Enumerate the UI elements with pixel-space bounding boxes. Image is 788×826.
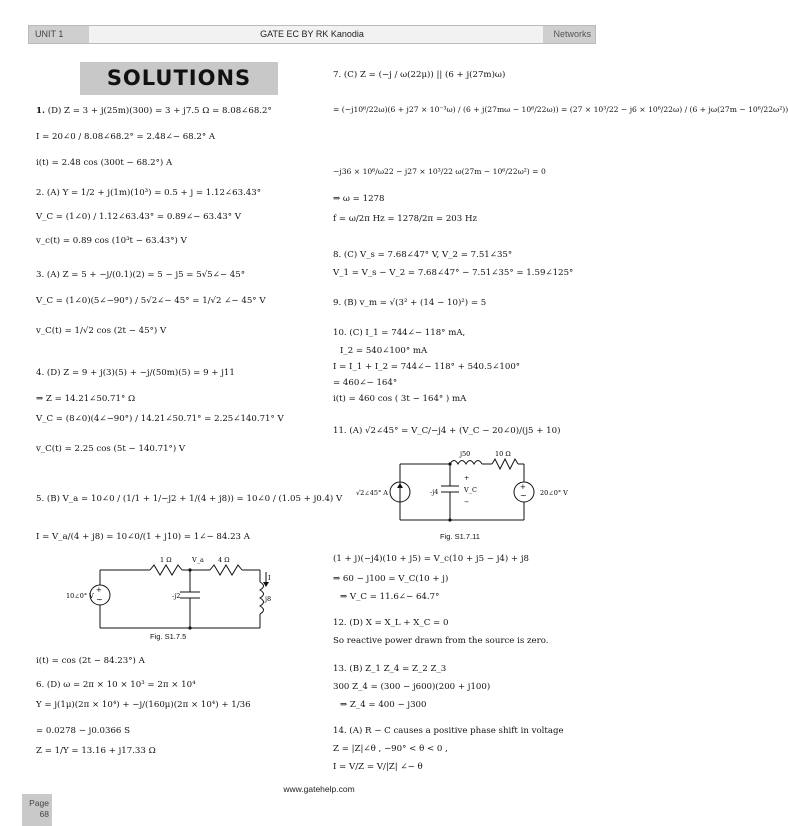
- fig1-label-r1: 1 Ω: [160, 556, 172, 564]
- right-line-6: 8. (C) V_s = 7.68∠47° V, V_2 = 7.51∠35°: [333, 250, 513, 260]
- fig2-label-vc: V_C: [464, 486, 477, 494]
- left-line-5: V_C = (1∠0) / 1.12∠63.43° = 0.89∠− 63.43° V: [36, 212, 241, 222]
- right-line-12: = 460∠− 164°: [333, 378, 398, 388]
- page-number: 68: [39, 809, 49, 819]
- left-line-7: 3. (A) Z = 5 + −j/(0.1)(2) = 5 − j5 = 5√5∠− 45°: [36, 270, 246, 280]
- right-line-20: 13. (B) Z_1 Z_4 = Z_2 Z_3: [333, 664, 447, 674]
- svg-text:+: +: [96, 586, 102, 594]
- right-line-13: i(t) = 460 cos ( 3t − 164° ) mA: [333, 394, 467, 404]
- left-line-15: I = V_a/(4 + j8) = 10∠0/(1 + j10) = 1∠− 84.23 A: [36, 532, 250, 542]
- fig2-label-ind: j50: [460, 450, 471, 458]
- left-line-8: V_C = (1∠0)(5∠−90°) / 5√2∠− 45° = 1/√2 ∠− 45° V: [36, 296, 266, 306]
- right-line-17: ⇒ V_C = 11.6∠− 64.7°: [340, 592, 440, 602]
- fig1-label-r2: 4 Ω: [218, 556, 230, 564]
- section-label: Networks: [543, 26, 595, 43]
- left-line-2: I = 20∠0 / 8.08∠68.2° = 2.48∠− 68.2° A: [36, 132, 216, 142]
- left-line-20: Z = 1/Y = 13.16 + j17.33 Ω: [36, 746, 156, 756]
- left-line-12: V_C = (8∠0)(4∠−90°) / 14.21∠50.71° = 2.25∠140.71° V: [36, 414, 284, 424]
- fig2-label-res: 10 Ω: [495, 450, 511, 458]
- right-line-7: V_1 = V_s − V_2 = 7.68∠47° − 7.51∠35° = 1.59∠125°: [333, 268, 574, 278]
- right-line-19: So reactive power drawn from the source is zero.: [333, 636, 549, 646]
- fig1-label-source: 10∠0° V: [66, 592, 94, 600]
- right-line-2: = (−j10⁶/22ω)(6 + j27 × 10⁻³ω) / (6 + j(27mω − 10⁶/22ω)) = (27 × 10³/22 − j6 × 10⁶/22ω) / (6 + jω(27m − 10⁶/22ω²)): [333, 105, 788, 114]
- fig1-label-cap: -j2: [172, 592, 181, 600]
- right-line-11: I = I_1 + I_2 = 744∠− 118° + 540.5∠100°: [333, 362, 521, 372]
- left-line-16: i(t) = cos (2t − 84.23°) A: [36, 656, 145, 666]
- left-line-11: ⇒ Z = 14.21∠50.71° Ω: [36, 394, 136, 404]
- fig2-label-plus: +: [464, 474, 470, 482]
- right-line-1: 7. (C) Z = (−j / ω(22μ)) || (6 + j(27m)ω): [333, 70, 506, 80]
- right-line-14: 11. (A) √2∠45° = V_C/−j4 + (V_C − 20∠0)/(j5 + 10): [333, 426, 561, 436]
- solutions-heading: SOLUTIONS: [80, 62, 278, 95]
- fig1-label-va: V_a: [192, 556, 204, 564]
- svg-text:+: +: [520, 483, 526, 491]
- circuit-figure-s1-7-11: [340, 448, 598, 530]
- left-line-9: v_C(t) = 1/√2 cos (2t − 45°) V: [36, 326, 167, 336]
- right-line-10: I_2 = 540∠100° mA: [340, 346, 428, 356]
- left-line-4: 2. (A) Y = 1/2 + j(1m)(10³) = 0.5 + j = 1.12∠63.43°: [36, 188, 262, 198]
- fig2-label-cap: -j4: [430, 488, 439, 496]
- fig2-label-minus: −: [464, 498, 470, 506]
- right-line-22: ⇒ Z_4 = 400 − j300: [340, 700, 427, 710]
- left-line-10: 4. (D) Z = 9 + j(3)(5) + −j/(50m)(5) = 9 + j11: [36, 368, 235, 378]
- right-line-9: 10. (C) I_1 = 744∠− 118° mA,: [333, 328, 466, 338]
- page-label: Page: [29, 798, 49, 808]
- right-line-15: (1 + j)(−j4)(10 + j5) = V_c(10 + j5 − j4) + j8: [333, 554, 529, 564]
- header-title: GATE EC BY RK Kanodia: [260, 29, 364, 39]
- fig2-label-isource: √2∠45° A: [356, 489, 389, 497]
- unit-label: UNIT 1: [29, 26, 89, 43]
- right-line-25: I = V/Z = V/|Z| ∠− θ: [333, 762, 423, 772]
- page-header: [28, 25, 596, 44]
- left-line-17: 6. (D) ω = 2π × 10 × 10³ = 2π × 10⁴: [36, 680, 196, 690]
- figure-caption-s1-7-5: Fig. S1.7.5: [150, 632, 187, 641]
- fig1-label-ind: j8: [265, 595, 272, 603]
- right-line-18: 12. (D) X = X_L + X_C = 0: [333, 618, 449, 628]
- right-line-23: 14. (A) R − C causes a positive phase shift in voltage: [333, 726, 564, 736]
- figure-caption-s1-7-11: Fig. S1.7.11: [440, 532, 480, 541]
- right-line-21: 300 Z_4 = (300 − j600)(200 + j100): [333, 682, 491, 692]
- left-line-1: 1. (D) Z = 3 + j(25m)(300) = 3 + j7.5 Ω = 8.08∠68.2°: [36, 106, 272, 116]
- right-line-16: ⇒ 60 − j100 = V_C(10 + j): [333, 574, 449, 584]
- left-line-19: = 0.0278 − j0.0366 S: [36, 726, 131, 736]
- right-line-5: f = ω/2π Hz = 1278/2π = 203 Hz: [333, 214, 477, 224]
- left-line-18: Y = j(1μ)(2π × 10⁴) + −j/(160μ)(2π × 10⁴) + 1/36: [36, 700, 251, 710]
- right-line-3: −j36 × 10⁶/ω22 − j27 × 10³/22 ω(27m − 10⁶/22ω²) = 0: [333, 167, 546, 176]
- right-line-4: ⇒ ω = 1278: [333, 194, 385, 204]
- left-line-14: 5. (B) V_a = 10∠0 / (1/1 + 1/−j2 + 1/(4 + j8)) = 10∠0 / (1.05 + j0.4) V: [36, 494, 343, 504]
- svg-text:~: ~: [96, 595, 103, 604]
- footer-url: www.gatehelp.com: [283, 784, 355, 794]
- right-line-24: Z = |Z|∠θ , −90° < θ < 0 ,: [333, 744, 448, 754]
- left-line-6: v_c(t) = 0.89 cos (10³t − 63.43°) V: [36, 236, 187, 246]
- page-number-box: [22, 794, 52, 826]
- right-line-8: 9. (B) v_m = √(3² + (14 − 10)²) = 5: [333, 298, 487, 308]
- fig1-label-i: I: [268, 574, 271, 582]
- left-line-13: v_C(t) = 2.25 cos (5t − 140.71°) V: [36, 444, 186, 454]
- svg-text:~: ~: [520, 491, 527, 500]
- fig2-label-vsource: 20∠0° V: [540, 489, 568, 497]
- circuit-figure-s1-7-5: [66, 552, 300, 642]
- left-line-3: i(t) = 2.48 cos (300t − 68.2°) A: [36, 158, 173, 168]
